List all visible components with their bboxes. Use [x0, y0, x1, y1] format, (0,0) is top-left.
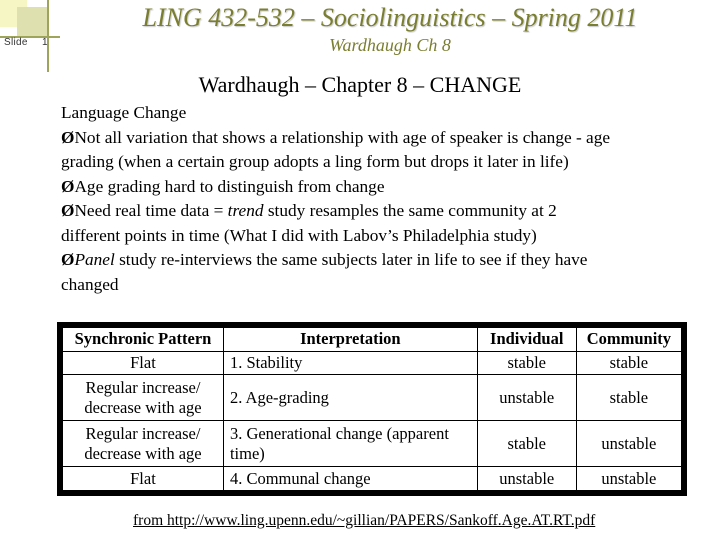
section-title: Language Change — [61, 103, 187, 122]
emphasis-trend: trend — [227, 201, 264, 220]
change-table — [62, 327, 682, 491]
bullet-3-line-2: different points in time (What I did with Labov’s Philadelphia study) — [61, 225, 537, 245]
bullet-4-line-2: changed — [61, 274, 119, 294]
bullet-4-line-1: ØPanel study re-interviews the same subjects later in life to see if they have — [61, 250, 588, 269]
bullet-1-line-1: ØNot all variation that shows a relationship with age of speaker is change - age — [61, 127, 611, 147]
course-title: LING 432-532 – Sociolinguistics – Spring 2011 — [142, 3, 638, 32]
arrow-bullet-icon: Ø — [61, 176, 75, 196]
table-cell: Flat — [63, 351, 224, 375]
table-cell: unstable — [477, 467, 576, 491]
emphasis-panel: Panel — [74, 250, 115, 269]
header-community: Community — [576, 328, 681, 352]
slide-label: Slide — [4, 37, 28, 48]
table-cell: stable — [477, 351, 576, 375]
slide-subtitle: Wardhaugh Ch 8 — [329, 35, 451, 55]
slide-number: 1 — [42, 37, 48, 48]
bullet-2: ØAge grading hard to distinguish from change — [61, 176, 385, 196]
table-cell: 2. Age-grading — [223, 375, 477, 421]
table-cell: Regular increase/ decrease with age — [63, 421, 224, 467]
change-table-frame — [57, 322, 687, 496]
arrow-bullet-icon: Ø — [61, 250, 75, 269]
header-interpretation: Interpretation — [223, 328, 477, 352]
chapter-heading: Wardhaugh – Chapter 8 – CHANGE — [198, 72, 522, 97]
table-cell: 1. Stability — [223, 351, 477, 375]
table-row — [63, 375, 682, 421]
table-cell: stable — [576, 375, 681, 421]
table-cell: unstable — [576, 467, 681, 491]
arrow-bullet-icon: Ø — [61, 201, 75, 220]
header-synchronic-pattern: Synchronic Pattern — [63, 328, 224, 352]
table-cell: unstable — [576, 421, 681, 467]
table-cell: stable — [576, 351, 681, 375]
table-header-row — [63, 328, 682, 352]
table-cell: Regular increase/ decrease with age — [63, 375, 224, 421]
decor-square-dark — [17, 7, 48, 37]
table-cell: stable — [477, 421, 576, 467]
table-cell: 3. Generational change (apparent time) — [223, 421, 477, 467]
table-cell: unstable — [477, 375, 576, 421]
table-cell: Flat — [63, 467, 224, 491]
table-row — [63, 351, 682, 375]
bullet-1-line-2: grading (when a certain group adopts a ling form but drops it later in life) — [61, 152, 569, 171]
source-link[interactable]: from http://www.ling.upenn.edu/~gillian/PAPERS/Sankoff.Age.AT.RT.pdf — [133, 512, 596, 529]
body-text — [61, 101, 701, 297]
arrow-bullet-icon: Ø — [61, 127, 75, 147]
bullet-3-line-1: ØNeed real time data = trend study resamples the same community at 2 — [61, 201, 557, 220]
table-cell: 4. Communal change — [223, 467, 477, 491]
table-row — [63, 467, 682, 491]
table-row — [63, 421, 682, 467]
header-individual: Individual — [477, 328, 576, 352]
